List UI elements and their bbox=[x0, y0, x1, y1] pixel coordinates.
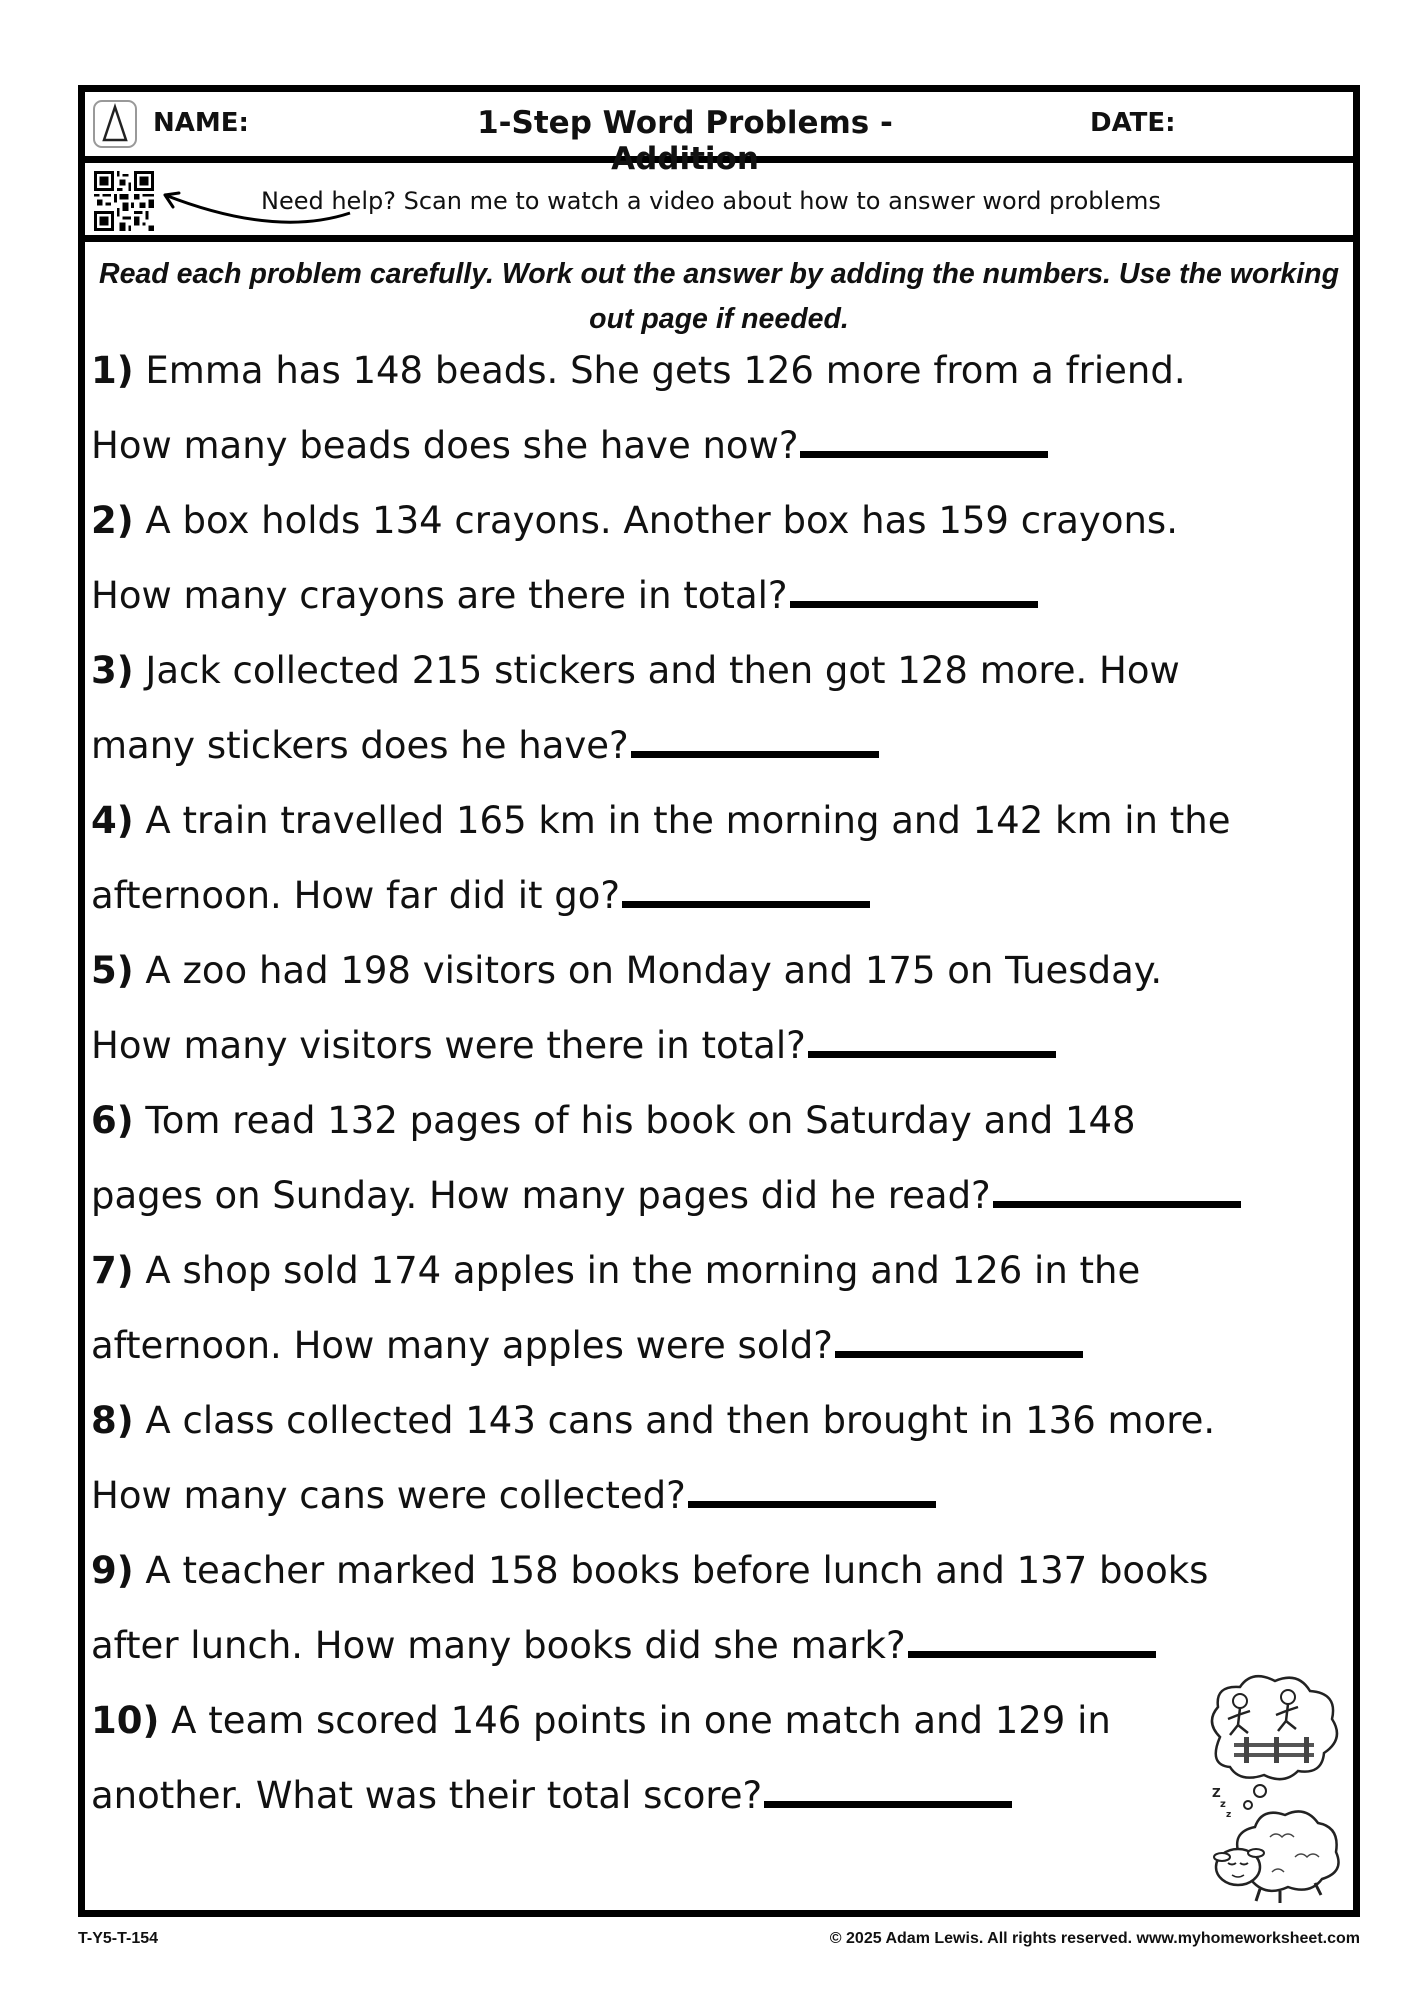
problem-number: 9) bbox=[91, 1549, 134, 1592]
svg-text:Z: Z bbox=[1212, 1786, 1221, 1800]
answer-blank[interactable] bbox=[790, 595, 1038, 608]
problem-text: A team scored 146 points in one match and 129 in bbox=[171, 1699, 1111, 1742]
problem-item bbox=[91, 1533, 1351, 1683]
triangle-logo-icon bbox=[93, 100, 137, 148]
problem-number: 2) bbox=[91, 499, 134, 542]
problem-item bbox=[91, 1233, 1351, 1383]
problem-question: How many crayons are there in total? bbox=[91, 574, 788, 617]
problem-question: many stickers does he have? bbox=[91, 724, 629, 767]
worksheet-frame bbox=[78, 85, 1360, 1917]
problem-question: pages on Sunday. How many pages did he read? bbox=[91, 1174, 991, 1217]
problem-question: after lunch. How many books did she mark? bbox=[91, 1624, 906, 1667]
date-label: DATE: bbox=[1090, 108, 1176, 138]
problem-text: A train travelled 165 km in the morning and 142 km in the bbox=[145, 799, 1231, 842]
answer-blank[interactable] bbox=[631, 745, 879, 758]
worksheet-code: T-Y5-T-154 bbox=[78, 1930, 159, 1947]
problem-text: Tom read 132 pages of his book on Saturday and 148 bbox=[145, 1099, 1136, 1142]
problem-text: A zoo had 198 visitors on Monday and 175 on Tuesday. bbox=[145, 949, 1163, 992]
answer-blank[interactable] bbox=[800, 445, 1048, 458]
answer-blank[interactable] bbox=[908, 1645, 1156, 1658]
problem-question: How many visitors were there in total? bbox=[91, 1024, 806, 1067]
name-label: NAME: bbox=[153, 108, 249, 138]
copyright-text: © 2025 Adam Lewis. All rights reserved. www.myhomeworksheet.com bbox=[829, 1930, 1360, 1947]
problem-text: A teacher marked 158 books before lunch and 137 books bbox=[145, 1549, 1209, 1592]
problem-number: 5) bbox=[91, 949, 134, 992]
problem-number: 4) bbox=[91, 799, 134, 842]
problem-item bbox=[91, 1383, 1351, 1533]
problem-item bbox=[91, 1083, 1351, 1233]
problem-question: afternoon. How far did it go? bbox=[91, 874, 621, 917]
answer-blank[interactable] bbox=[764, 1795, 1012, 1808]
sleeping-sheep-illustration bbox=[1200, 1667, 1345, 1907]
problem-number: 6) bbox=[91, 1099, 134, 1142]
help-banner bbox=[85, 163, 1353, 242]
problem-item bbox=[91, 1683, 1351, 1833]
problem-number: 10) bbox=[91, 1699, 160, 1742]
problem-list bbox=[91, 333, 1351, 1833]
problem-text: A box holds 134 crayons. Another box has 159 crayons. bbox=[145, 499, 1178, 542]
instructions: Read each problem carefully. Work out the answer by adding the numbers. Use the working out page if needed. bbox=[98, 258, 1339, 335]
problem-item bbox=[91, 633, 1351, 783]
answer-blank[interactable] bbox=[808, 1045, 1056, 1058]
problem-question: another. What was their total score? bbox=[91, 1774, 763, 1817]
problem-question: How many cans were collected? bbox=[91, 1474, 686, 1517]
problem-item bbox=[91, 783, 1351, 933]
problem-text: Jack collected 215 stickers and then got 128 more. How bbox=[145, 649, 1180, 692]
worksheet-header bbox=[85, 92, 1353, 177]
problem-number: 3) bbox=[91, 649, 134, 692]
problem-item bbox=[91, 933, 1351, 1083]
answer-blank[interactable] bbox=[993, 1195, 1241, 1208]
answer-blank[interactable] bbox=[688, 1495, 936, 1508]
answer-blank[interactable] bbox=[622, 895, 870, 908]
help-text: Need help? Scan me to watch a video about how to answer word problems bbox=[261, 187, 1161, 215]
answer-blank[interactable] bbox=[835, 1345, 1083, 1358]
svg-text:z: z bbox=[1226, 1810, 1232, 1820]
svg-text:z: z bbox=[1220, 1799, 1226, 1810]
problem-number: 7) bbox=[91, 1249, 134, 1292]
problem-number: 8) bbox=[91, 1399, 134, 1442]
problem-text: A class collected 143 cans and then brought in 136 more. bbox=[145, 1399, 1216, 1442]
qr-code-icon[interactable] bbox=[94, 171, 154, 231]
problem-item bbox=[91, 333, 1351, 483]
problem-question: How many beads does she have now? bbox=[91, 424, 799, 467]
problem-text: A shop sold 174 apples in the morning and 126 in the bbox=[145, 1249, 1141, 1292]
problem-item bbox=[91, 483, 1351, 633]
problem-text: Emma has 148 beads. She gets 126 more from a friend. bbox=[145, 349, 1186, 392]
problem-question: afternoon. How many apples were sold? bbox=[91, 1324, 833, 1367]
page-title: 1-Step Word Problems - Addition bbox=[477, 105, 893, 177]
problem-number: 1) bbox=[91, 349, 134, 392]
